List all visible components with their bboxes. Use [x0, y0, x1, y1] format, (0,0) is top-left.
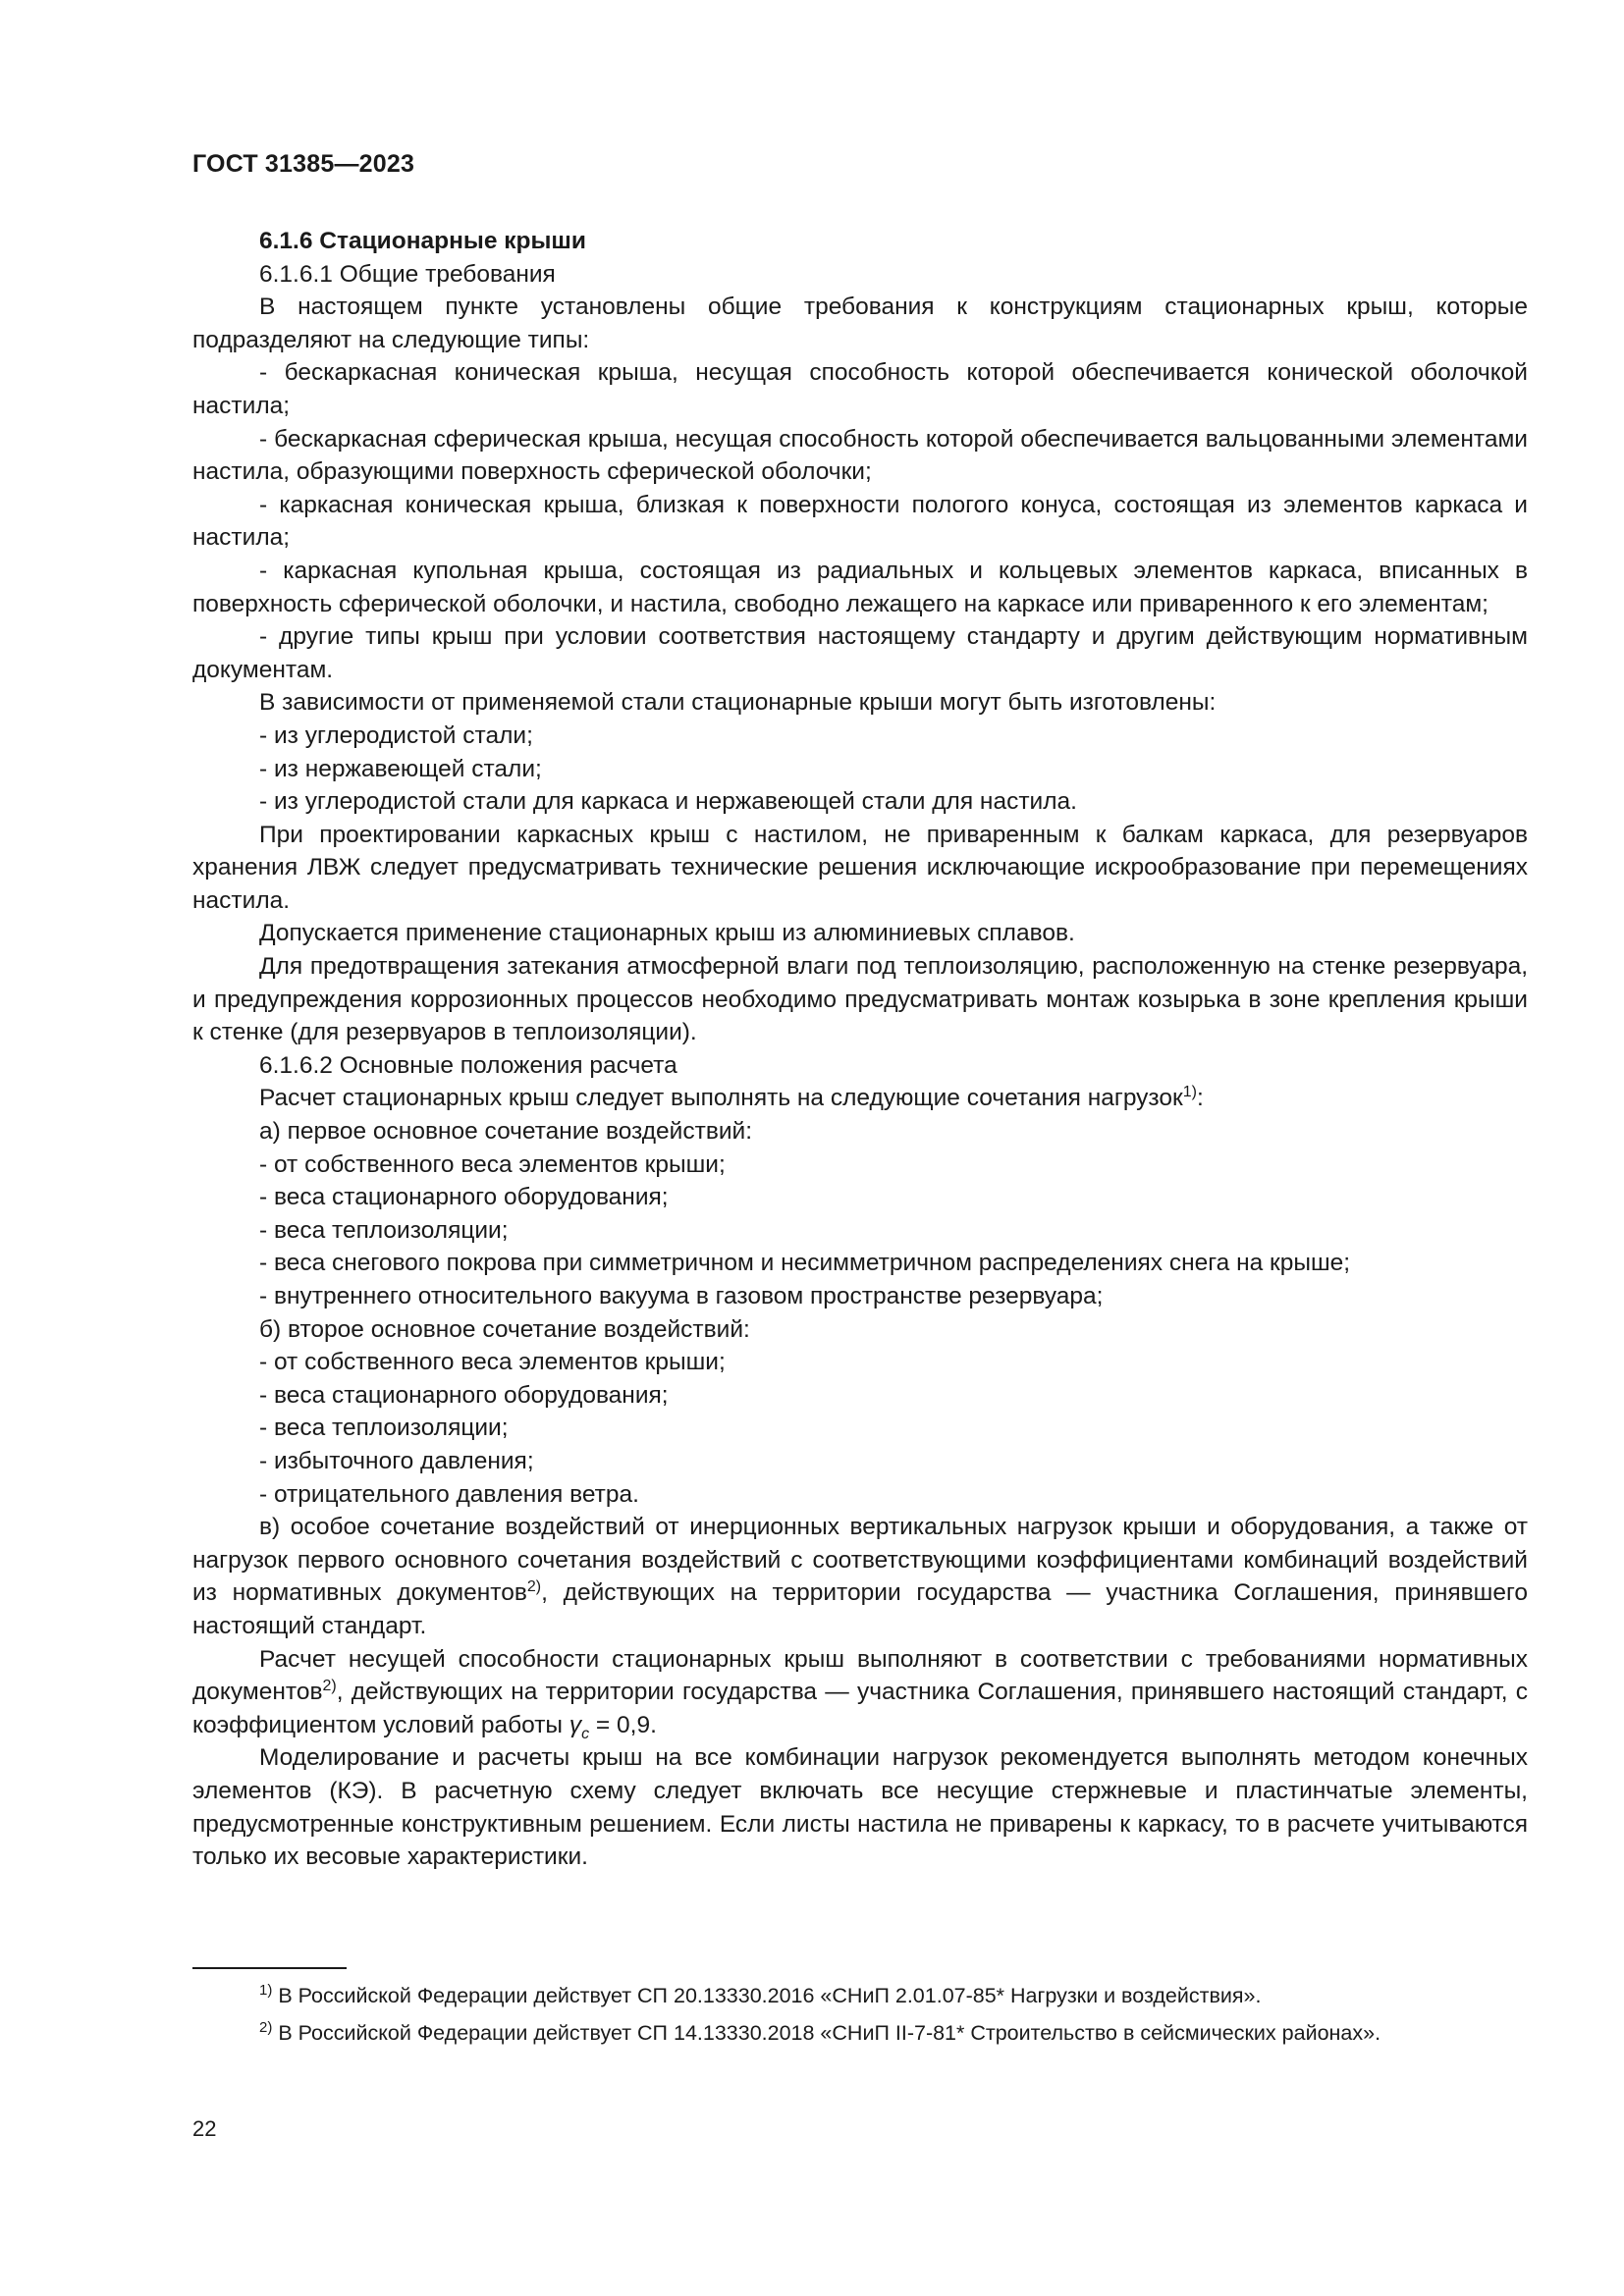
- paragraph-intro: В настоящем пункте установлены общие требования к конструкциям стационарных крыш, которые подразделяют на следующие типы:: [192, 294, 1528, 353]
- list-item-load: - веса стационарного оборудования;: [259, 1381, 669, 1409]
- paragraph-moisture: Для предотвращения затекания атмосферной влаги под теплоизоляцию, расположенную на стенке резервуара, и предупреждения коррозионных процессов необходимо предусматривать монтаж козырька в зоне крепления крыши к стенке (для резервуаров в теплоизоляции).: [192, 953, 1528, 1046]
- footnote-ref: 2): [322, 1678, 337, 1695]
- footnote-text: В Российской Федерации действует СП 20.13330.2016 «СНиП 2.01.07-85* Нагрузки и воздействия».: [272, 1984, 1262, 2007]
- list-item-load: - внутреннего относительного вакуума в газовом пространстве резервуара;: [259, 1283, 1104, 1309]
- paragraph-load-combinations: [192, 1082, 1528, 1115]
- paragraph-text: в) особое сочетание воздействий от инерционных вертикальных нагрузок крыши и оборудования, а также от нагрузок первого основного сочетания воздействий с соответствующими коэффициентами комбинаций воздействий из нормативных документов: [192, 1514, 1528, 1607]
- paragraph-fem-modeling: Моделирование и расчеты крыш на все комбинации нагрузок рекомендуется выполнять методом конечных элементов (КЭ). В расчетную схему следует включать все несущие стержневые и пластинчатые элементы, предусмотренные конструктивным решением. Если листы настила не приварены к каркасу, то в расчете учитываются только их весовые характеристики.: [192, 1744, 1528, 1871]
- combo-a-title: а) первое основное сочетание воздействий:: [259, 1118, 753, 1146]
- list-item-load: - отрицательного давления ветра.: [259, 1480, 639, 1508]
- gamma-subscript: c: [581, 1725, 590, 1742]
- list-item-load: - избыточного давления;: [259, 1447, 534, 1474]
- combo-c-paragraph: [192, 1511, 1528, 1642]
- footnote: [192, 1981, 1528, 2010]
- list-item-roof-type: - каркасная коническая крыша, близкая к поверхности пологого конуса, состоящая из элементов каркаса и настила;: [192, 491, 1528, 552]
- list-item-roof-type: - другие типы крыш при условии соответствия настоящему стандарту и другим действующим нормативным документам.: [192, 623, 1528, 683]
- list-item-load: - от собственного веса элементов крыши;: [259, 1349, 726, 1376]
- paragraph-text: Расчет стационарных крыш следует выполнять на следующие сочетания нагрузок: [259, 1085, 1183, 1112]
- list-item-steel: - из углеродистой стали для каркаса и нержавеющей стали для настила.: [259, 788, 1077, 816]
- list-item-roof-type: - бескаркасная сферическая крыша, несущая способность которой обеспечивается вальцованными элементами настила, образующими поверхность сферической оболочки;: [192, 425, 1528, 486]
- document-code-header: ГОСТ 31385—2023: [192, 150, 415, 178]
- paragraph-text: = 0,9.: [589, 1711, 657, 1738]
- footnote-mark: 1): [259, 1982, 273, 1999]
- subsection-title-general: 6.1.6.1 Общие требования: [259, 260, 556, 288]
- list-item-roof-type: - бескаркасная коническая крыша, несущая способность которой обеспечивается конической оболочкой настила;: [192, 359, 1528, 419]
- list-item-load: - от собственного веса элементов крыши;: [259, 1150, 726, 1178]
- paragraph-text: , действующих на территории государства — участника Соглашения, принявшего настоящий стандарт.: [192, 1579, 1528, 1639]
- paragraph-steel-intro: В зависимости от применяемой стали стационарные крыши могут быть изготовлены:: [259, 689, 1217, 717]
- paragraph-text: , действующих на территории государства — участника Соглашения, принявшего настоящий стандарт, с коэффициентом условий работы: [192, 1679, 1528, 1738]
- footnote-divider: [192, 1967, 347, 1969]
- footnotes: [192, 1981, 1528, 2056]
- footnote-mark: 2): [259, 2019, 273, 2036]
- paragraph-spark-protection: При проектировании каркасных крыш с настилом, не приваренным к балкам каркаса, для резервуаров хранения ЛВЖ следует предусматривать технические решения исключающие искрообразование при перемещениях настила.: [192, 821, 1528, 914]
- subsection-title-calculation: 6.1.6.2 Основные положения расчета: [259, 1051, 677, 1079]
- paragraph-aluminium: Допускается применение стационарных крыш из алюминиевых сплавов.: [259, 920, 1075, 947]
- list-item-load: - веса снегового покрова при симметричном и несимметричном распределениях снега на крыше;: [259, 1250, 1351, 1277]
- list-item-load: - веса теплоизоляции;: [259, 1216, 509, 1244]
- paragraph-bearing-capacity: [192, 1643, 1528, 1742]
- list-item-roof-type: - каркасная купольная крыша, состоящая из радиальных и кольцевых элементов каркаса, вписанных в поверхность сферической оболочки, и настила, свободно лежащего на каркасе или приваренного к его элементам;: [192, 557, 1528, 617]
- footnote: [192, 2018, 1528, 2048]
- document-body: [192, 225, 1528, 1874]
- gamma-symbol: γ: [568, 1711, 582, 1738]
- footnote-ref: 1): [1182, 1084, 1197, 1101]
- page-number: 22: [192, 2116, 217, 2141]
- combo-b-title: б) второе основное сочетание воздействий:: [259, 1315, 750, 1343]
- footnote-ref: 2): [526, 1578, 542, 1596]
- list-item-steel: - из нержавеющей стали;: [259, 755, 542, 782]
- footnote-text: В Российской Федерации действует СП 14.13330.2018 «СНиП II-7-81* Строительство в сейсмических районах».: [272, 2021, 1381, 2045]
- paragraph-text: :: [1196, 1085, 1204, 1112]
- list-item-steel: - из углеродистой стали;: [259, 721, 533, 749]
- paragraph-text: Расчет несущей способности стационарных крыш выполняют в соответствии с требованиями нормативных документов: [192, 1645, 1528, 1706]
- list-item-load: - веса теплоизоляции;: [259, 1415, 509, 1442]
- section-title: 6.1.6 Стационарные крыши: [259, 228, 586, 254]
- list-item-load: - веса стационарного оборудования;: [259, 1184, 669, 1211]
